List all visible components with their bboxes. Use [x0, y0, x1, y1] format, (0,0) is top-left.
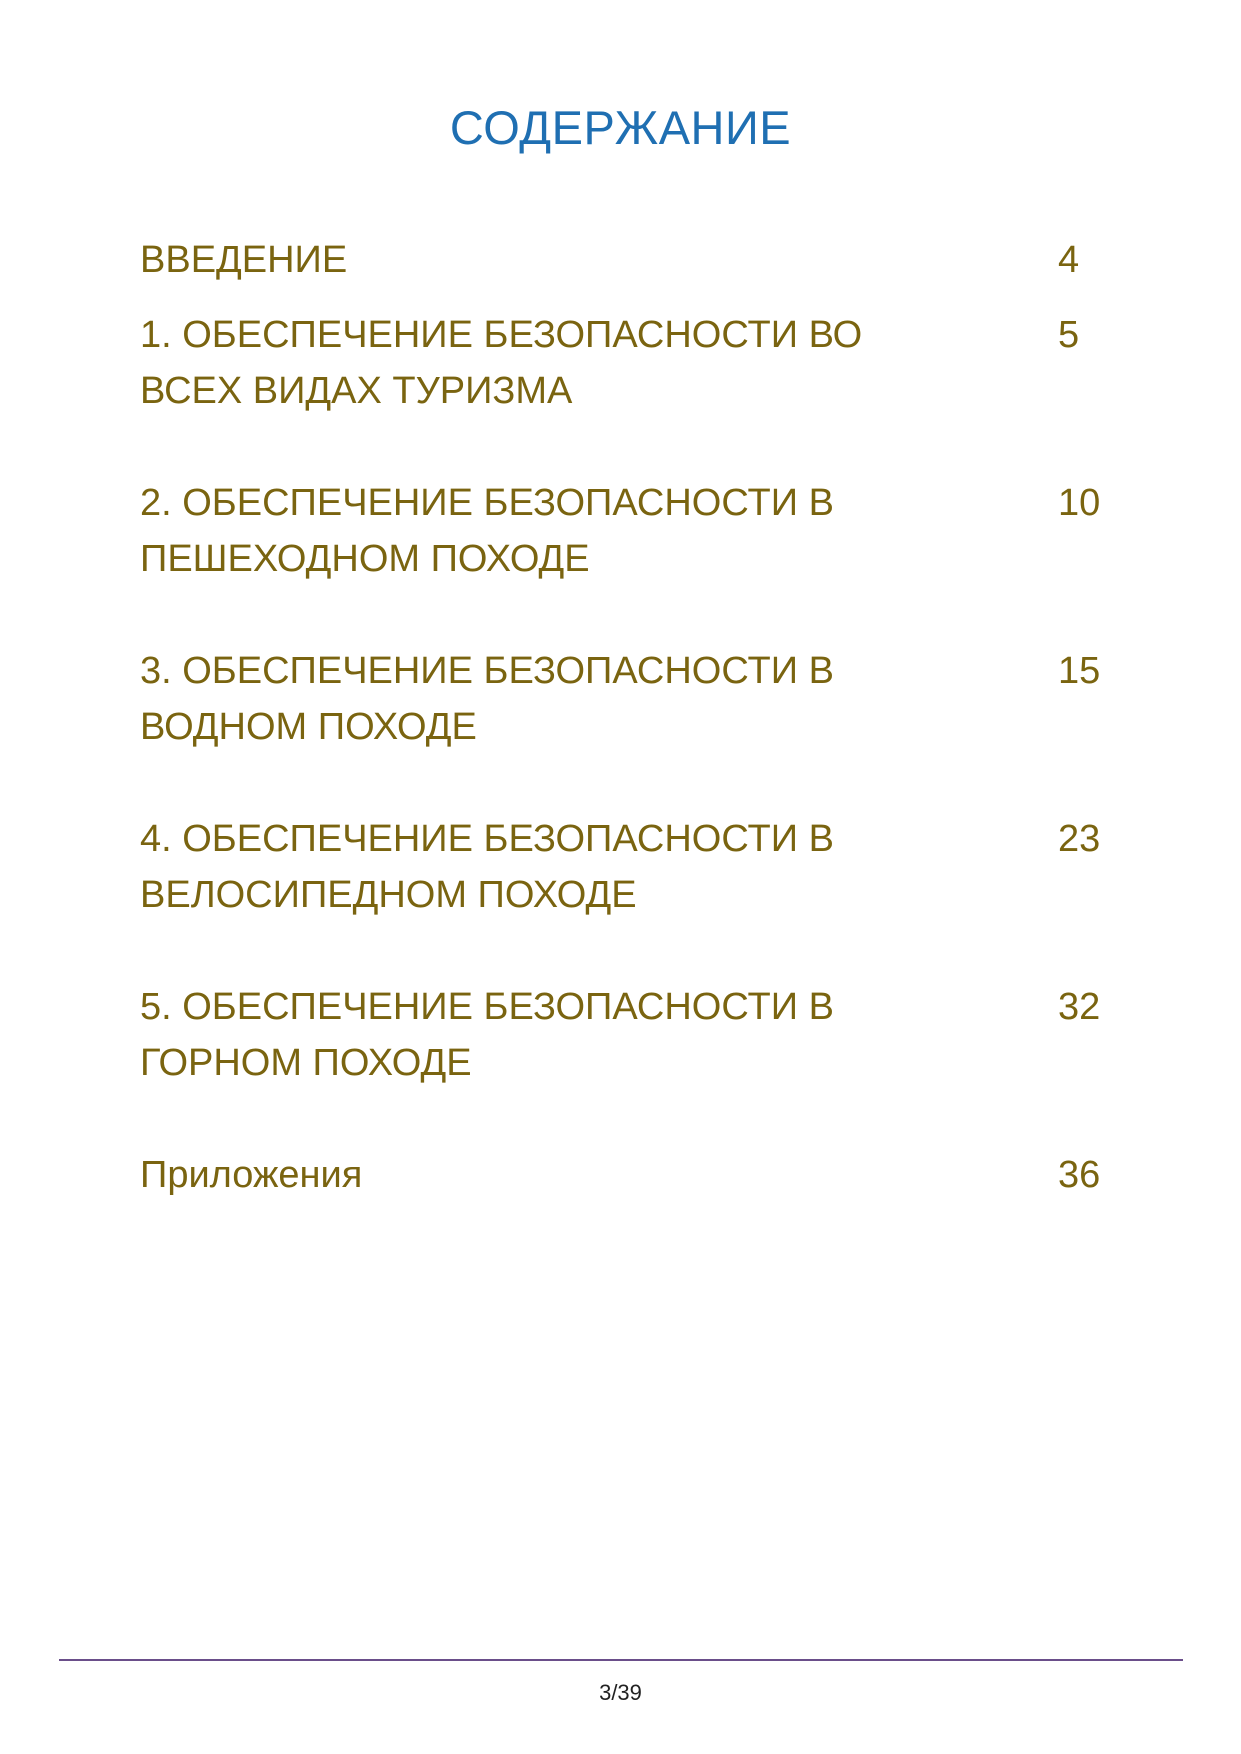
toc-entry-page: 15	[1058, 650, 1101, 692]
page-title: СОДЕРЖАНИЕ	[449, 101, 792, 154]
toc-entry-text: 2. ОБЕСПЕЧЕНИЕ БЕЗОПАСНОСТИ В ПЕШЕХОДНОМ ПОХОДЕ	[140, 482, 834, 580]
toc-entry-page: 32	[1058, 986, 1101, 1028]
toc-entry-text: 1. ОБЕСПЕЧЕНИЕ БЕЗОПАСНОСТИ ВО ВСЕХ ВИДАХ ТУРИЗМА	[140, 314, 863, 412]
toc-entry-text: ВВЕДЕНИЕ	[140, 239, 348, 281]
toc-entry-page: 5	[1058, 314, 1080, 356]
toc-entry-text: 3. ОБЕСПЕЧЕНИЕ БЕЗОПАСНОСТИ В ВОДНОМ ПОХОДЕ	[140, 650, 834, 748]
toc-entry-text: 5. ОБЕСПЕЧЕНИЕ БЕЗОПАСНОСТИ В ГОРНОМ ПОХОДЕ	[140, 986, 834, 1084]
toc-entry-text: Приложения	[140, 1154, 363, 1196]
toc-entry-page: 4	[1058, 239, 1080, 281]
toc-entry-page: 10	[1058, 482, 1101, 524]
toc-entry-page: 36	[1058, 1154, 1101, 1196]
toc-entry-page: 23	[1058, 818, 1101, 860]
toc-entry-text: 4. ОБЕСПЕЧЕНИЕ БЕЗОПАСНОСТИ В ВЕЛОСИПЕДНОМ ПОХОДЕ	[140, 818, 834, 916]
page-number: 3/39	[599, 1680, 642, 1705]
footer-divider	[59, 1659, 1183, 1661]
